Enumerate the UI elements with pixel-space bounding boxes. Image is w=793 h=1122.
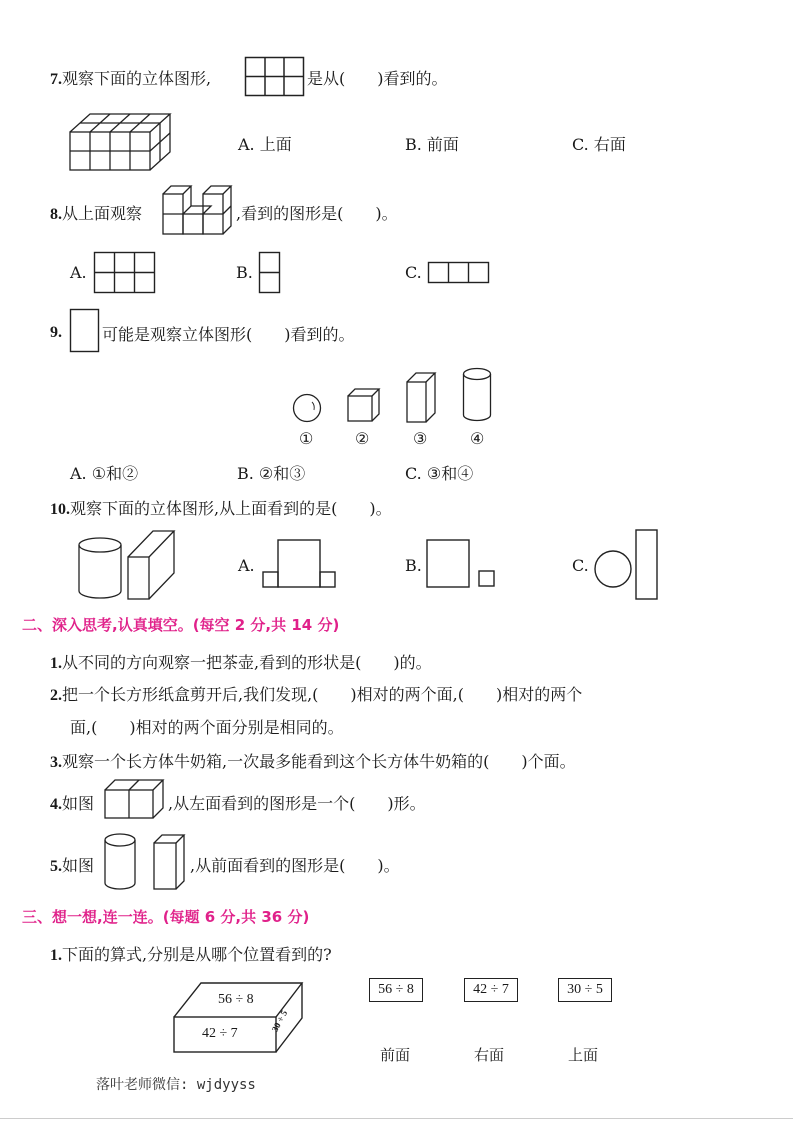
section2-title: 二、深入思考,认真填空。(每空 2 分,共 14 分) <box>22 616 340 634</box>
q8-option-c-shape <box>428 262 490 284</box>
q7-option-c[interactable]: C. 右面 <box>572 135 626 154</box>
q7-text-pre: 观察下面的立体图形, <box>62 69 212 88</box>
s3-position-front[interactable]: 前面 <box>380 1046 411 1064</box>
q7-cube-stack-icon <box>70 112 174 172</box>
q10-line <box>50 496 392 519</box>
q8-option-a-shape <box>94 252 156 294</box>
s3-cuboid-side-label: 30 ÷ 5 <box>269 1008 290 1034</box>
q7-option-b[interactable]: B. 前面 <box>405 135 459 154</box>
q9-sphere-icon <box>292 393 324 425</box>
q9-cylinder-icon <box>463 368 493 422</box>
q9-label-4: ④ <box>470 429 485 448</box>
q10-option-b[interactable]: B. <box>405 556 422 575</box>
q9-text: 可能是观察立体图形( )看到的。 <box>102 325 355 344</box>
s2-item-2: 2.把一个长方形纸盒剪开后,我们发现,( )相对的两个面,( )相对的两个 <box>50 685 583 704</box>
s3-q1: 1.下面的算式,分别是从哪个位置看到的? <box>50 945 332 964</box>
s3-card-3[interactable]: 30 ÷ 5 <box>558 978 612 1002</box>
q7-view-grid-icon <box>245 57 305 97</box>
q9-label-3: ③ <box>413 429 428 448</box>
s3-card-2[interactable]: 42 ÷ 7 <box>464 978 518 1002</box>
q8-option-a[interactable]: A. <box>70 263 87 282</box>
q8-u-solid-icon <box>163 186 235 236</box>
q8-option-c[interactable]: C. <box>405 263 422 282</box>
s2-item-4-pre: 4.如图 <box>50 794 95 813</box>
s2-item-4-post: ,从左面看到的图形是一个( )形。 <box>168 794 426 813</box>
section3-title: 三、想一想,连一连。(每题 6 分,共 36 分) <box>22 908 310 926</box>
q8-text-post: ,看到的图形是( )。 <box>236 204 398 223</box>
s2-item-4-cubes-icon <box>105 780 167 820</box>
q7-text-post: 是从( )看到的。 <box>307 69 448 88</box>
q10-cylinder-and-prism-icon <box>78 529 178 601</box>
q9-option-c[interactable]: C. ③和④ <box>405 464 474 483</box>
s2-item-5-post: ,从前面看到的图形是( )。 <box>190 856 400 875</box>
s2-item-5-solids-icon <box>104 833 188 891</box>
s3-cuboid-top-label: 56 ÷ 8 <box>218 992 254 1007</box>
q9-number: 9. <box>50 324 62 341</box>
q9-option-b[interactable]: B. ②和③ <box>237 464 306 483</box>
q8-number: 8. <box>50 206 62 223</box>
q10-option-c-shape <box>594 529 660 601</box>
s2-item-1: 1.从不同的方向观察一把茶壶,看到的形状是( )的。 <box>50 653 432 672</box>
q8-line <box>50 201 142 224</box>
q7-number: 7. <box>50 71 62 88</box>
q7-line <box>50 66 211 89</box>
footer-note: 落叶老师微信: wjdyyss <box>96 1077 256 1093</box>
q8-option-b[interactable]: B. <box>236 263 253 282</box>
q9-tall-prism-icon <box>407 373 437 423</box>
q8-option-b-shape <box>259 252 281 294</box>
q10-text: 观察下面的立体图形,从上面看到的是( )。 <box>70 499 392 518</box>
s2-item-2-cont: 面,( )相对的两个面分别是相同的。 <box>70 718 344 737</box>
q9-rectangle-icon <box>70 309 100 353</box>
q9-label-1: ① <box>299 429 314 448</box>
q10-option-a-shape <box>262 539 338 589</box>
s2-item-5-pre: 5.如图 <box>50 856 95 875</box>
q10-option-b-shape <box>426 539 498 589</box>
q10-option-a[interactable]: A. <box>238 556 255 575</box>
s2-item-3: 3.观察一个长方体牛奶箱,一次最多能看到这个长方体牛奶箱的( )个面。 <box>50 752 576 771</box>
s3-card-1[interactable]: 56 ÷ 8 <box>369 978 423 1002</box>
q9-option-a[interactable]: A. ①和② <box>70 464 139 483</box>
s3-position-top[interactable]: 上面 <box>568 1046 599 1064</box>
q9-cube-icon <box>348 389 380 423</box>
q10-option-c[interactable]: C. <box>572 556 589 575</box>
q7-option-a[interactable]: A. 上面 <box>238 135 292 154</box>
q8-text-pre: 从上面观察 <box>62 204 143 223</box>
s3-cuboid-front-label: 42 ÷ 7 <box>202 1026 238 1041</box>
q10-number: 10. <box>50 501 70 518</box>
s3-position-right[interactable]: 右面 <box>474 1046 505 1064</box>
page-bottom-rule <box>0 1118 793 1119</box>
q9-label-2: ② <box>355 429 370 448</box>
